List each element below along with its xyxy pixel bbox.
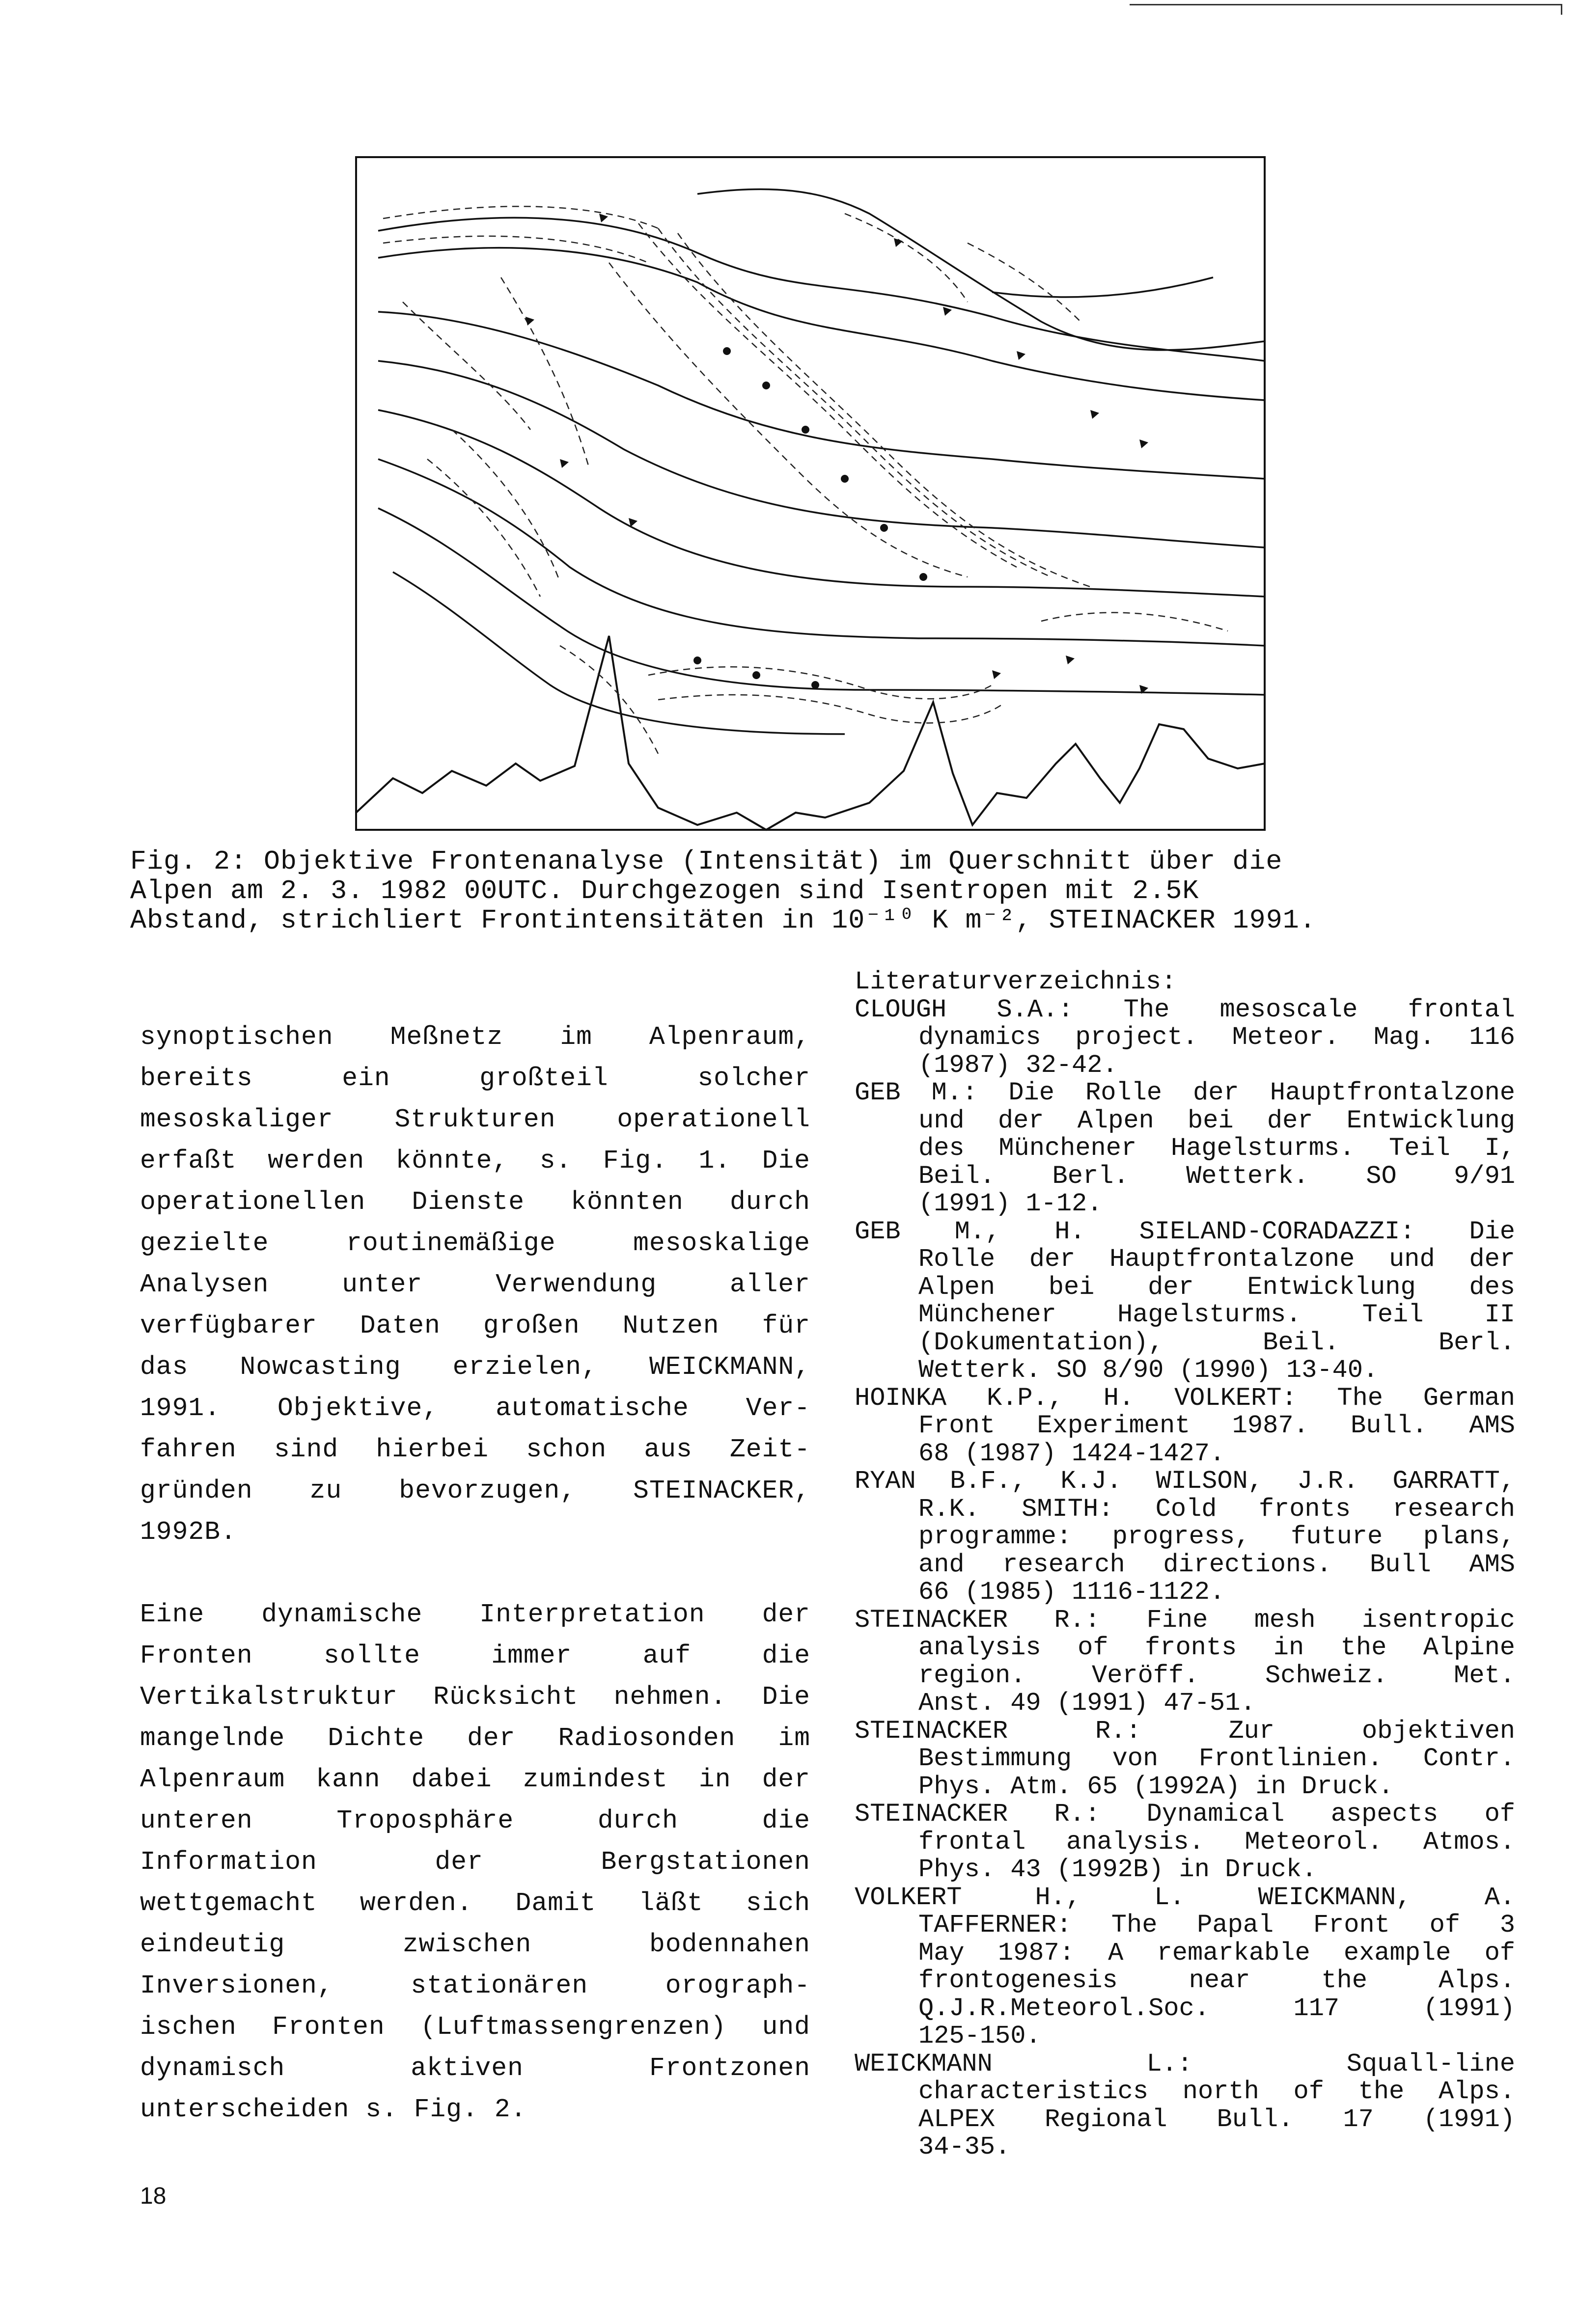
text-line: 1991. Objektive, automatische Ver-	[140, 1394, 810, 1423]
reference-line: des Münchener Hagelsturms. Teil I,	[918, 1134, 1515, 1163]
reference-entry	[855, 1385, 1515, 1468]
text-line: bereits ein großteil solcher	[140, 1064, 810, 1093]
reference-line: Phys. 43 (1992B) in Druck.	[918, 1855, 1317, 1884]
body-text-column	[140, 1016, 810, 2130]
reference-line: (1987) 32-42.	[918, 1050, 1118, 1080]
text-line: unterscheiden s. Fig. 2.	[140, 2095, 527, 2124]
reference-entry	[855, 1468, 1515, 1607]
reference-line: 125-150.	[918, 2022, 1041, 2051]
reference-line: Münchener Hagelsturms. Teil II	[918, 1300, 1515, 1329]
header-rule	[1130, 4, 1562, 5]
reference-line: and research directions. Bull AMS	[918, 1550, 1515, 1579]
text-line: ischen Fronten (Luftmassengrenzen) und	[140, 2012, 810, 2042]
front-symbols	[526, 214, 1148, 694]
text-line: wettgemacht werden. Damit läßt sich	[140, 1888, 810, 1918]
isentropes	[378, 189, 1265, 734]
plot-frame	[356, 157, 1265, 830]
text-line: Fronten sollte immer auf die	[140, 1641, 810, 1670]
reference-line: TAFFERNER: The Papal Front of 3	[918, 1911, 1515, 1940]
text-line: 1992B.	[140, 1517, 237, 1547]
reference-entry	[855, 2051, 1515, 2161]
text-line: Analysen unter Verwendung aller	[140, 1270, 810, 1299]
text-line: synoptischen Meßnetz im Alpenraum,	[140, 1022, 810, 1052]
reference-line: Beil. Berl. Wetterk. SO 9/91	[918, 1161, 1515, 1191]
orography-profile	[356, 636, 1265, 830]
reference-line: und der Alpen bei der Entwicklung	[918, 1106, 1515, 1135]
paragraph-gap	[140, 1553, 810, 1594]
reference-line: Q.J.R.Meteorol.Soc. 117 (1991)	[918, 1994, 1515, 2023]
reference-line: Phys. Atm. 65 (1992A) in Druck.	[918, 1772, 1394, 1801]
reference-line: STEINACKER R.: Zur objektiven	[855, 1716, 1515, 1746]
isentrope-cross-section-plot	[354, 155, 1267, 832]
reference-entry	[855, 1801, 1515, 1884]
reference-line: programme: progress, future plans,	[918, 1522, 1515, 1551]
reference-line: Rolle der Hauptfrontalzone und der	[918, 1245, 1515, 1274]
text-line: eindeutig zwischen bodennahen	[140, 1930, 810, 1959]
text-line: gezielte routinemäßige mesoskalige	[140, 1229, 810, 1258]
reference-entry	[855, 1218, 1515, 1385]
reference-line: HOINKA K.P., H. VOLKERT: The German	[855, 1383, 1515, 1413]
reference-line: STEINACKER R.: Fine mesh isentropic	[855, 1605, 1515, 1635]
text-line: Inversionen, stationären orograph-	[140, 1971, 810, 2000]
text-line: erfaßt werden könnte, s. Fig. 1. Die	[140, 1146, 810, 1176]
text-line: fahren sind hierbei schon aus Zeit-	[140, 1435, 810, 1464]
text-line: mesoskaliger Strukturen operationell	[140, 1105, 810, 1134]
figure-caption	[130, 847, 1378, 935]
reference-line: WEICKMANN L.: Squall-line	[855, 2049, 1515, 2078]
reference-entry	[855, 1607, 1515, 1718]
caption-line: Fig. 2: Objektive Frontenanalyse (Intensität) im Querschnitt über die	[130, 846, 1283, 877]
caption-line: Alpen am 2. 3. 1982 00UTC. Durchgezogen sind Isentropen mit 2.5K	[130, 875, 1199, 906]
reference-line: Alpen bei der Entwicklung des	[918, 1272, 1515, 1302]
text-line: dynamisch aktiven Frontzonen	[140, 2053, 810, 2083]
text-line: gründen zu bevorzugen, STEINACKER,	[140, 1476, 810, 1505]
frontal-intensity-contours	[383, 206, 1228, 754]
text-line: verfügbarer Daten großen Nutzen für	[140, 1311, 810, 1340]
reference-entry	[855, 996, 1515, 1080]
text-line: Vertikalstruktur Rücksicht nehmen. Die	[140, 1682, 810, 1712]
page-number: 18	[140, 2183, 166, 2209]
reference-line: Wetterk. SO 8/90 (1990) 13-40.	[918, 1356, 1379, 1385]
references-list	[855, 968, 1515, 2161]
reference-line: R.K. SMITH: Cold fronts research	[918, 1494, 1515, 1524]
reference-line: GEB M.: Die Rolle der Hauptfrontalzone	[855, 1078, 1515, 1107]
text-line: unteren Troposphäre durch die	[140, 1806, 810, 1835]
reference-line: GEB M., H. SIELAND-CORADAZZI: Die	[855, 1217, 1515, 1246]
reference-line: (Dokumentation), Beil. Berl.	[918, 1328, 1515, 1357]
references-heading: Literaturverzeichnis:	[855, 967, 1177, 996]
text-line: das Nowcasting erzielen, WEICKMANN,	[140, 1352, 810, 1382]
reference-line: Anst. 49 (1991) 47-51.	[918, 1689, 1256, 1718]
reference-line: 34-35.	[918, 2133, 1011, 2161]
reference-line: characteristics north of the Alps.	[918, 2077, 1515, 2106]
text-line: Information der Bergstationen	[140, 1847, 810, 1877]
reference-entry	[855, 1079, 1515, 1218]
reference-line: STEINACKER R.: Dynamical aspects of	[855, 1800, 1515, 1829]
figure-2-cross-section	[354, 155, 1267, 832]
text-line: Eine dynamische Interpretation der	[140, 1600, 810, 1629]
reference-line: May 1987: A remarkable example of	[918, 1938, 1515, 1968]
reference-line: 66 (1985) 1116-1122.	[918, 1578, 1225, 1607]
reference-entry	[855, 1884, 1515, 2051]
reference-line: CLOUGH S.A.: The mesoscale frontal	[855, 995, 1515, 1024]
reference-line: region. Veröff. Schweiz. Met.	[918, 1661, 1515, 1690]
header-rule-corner	[1561, 4, 1562, 15]
reference-line: RYAN B.F., K.J. WILSON, J.R. GARRATT,	[855, 1467, 1515, 1496]
reference-line: analysis of fronts in the Alpine	[918, 1633, 1515, 1662]
reference-line: VOLKERT H., L. WEICKMANN, A.	[855, 1883, 1515, 1912]
reference-line: 68 (1987) 1424-1427.	[918, 1439, 1225, 1468]
text-line: mangelnde Dichte der Radiosonden im	[140, 1723, 810, 1753]
reference-line: dynamics project. Meteor. Mag. 116	[918, 1023, 1515, 1052]
references-entries	[855, 996, 1515, 2161]
reference-line: ALPEX Regional Bull. 17 (1991)	[918, 2105, 1515, 2134]
text-line: operationellen Dienste könnten durch	[140, 1187, 810, 1217]
reference-entry	[855, 1718, 1515, 1801]
reference-line: frontogenesis near the Alps.	[918, 1966, 1515, 1995]
reference-line: Front Experiment 1987. Bull. AMS	[918, 1411, 1515, 1440]
text-line: Alpenraum kann dabei zumindest in der	[140, 1765, 810, 1794]
caption-line: Abstand, strichliert Frontintensitäten in 10⁻¹⁰ K m⁻², STEINACKER 1991.	[130, 905, 1316, 936]
reference-line: frontal analysis. Meteorol. Atmos.	[918, 1827, 1515, 1857]
reference-line: (1991) 1-12.	[918, 1189, 1103, 1218]
reference-line: Bestimmung von Frontlinien. Contr.	[918, 1744, 1515, 1773]
